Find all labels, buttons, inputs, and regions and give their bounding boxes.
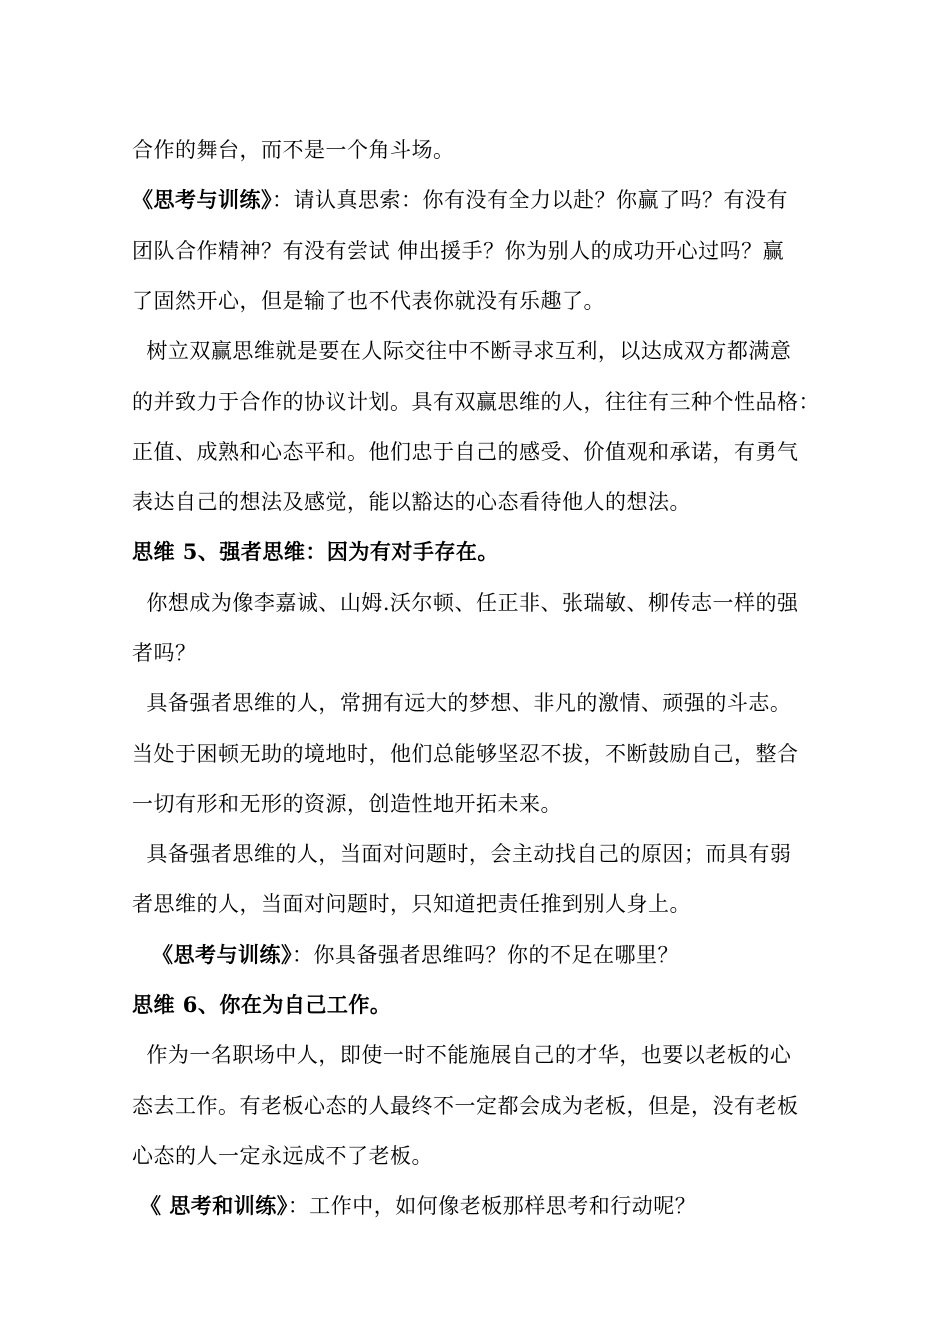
practice-label: 《思考与训练》 [152,942,292,967]
line-text: 具备强者思维的人，当面对问题时，会主动找自己的原因；而具有弱 [132,842,792,866]
paragraph-line [132,1142,852,1170]
line-text: 一切有形和无形的资源，创造性地开拓未来。 [132,792,562,816]
paragraph-line [132,740,852,768]
paragraph-line [132,790,852,818]
paragraph-line [132,287,852,315]
paragraph-line [132,589,852,617]
section-heading: 思维 6、你在为自己工作。 [132,992,392,1017]
paragraph-line [132,337,852,365]
line-text: 合作的舞台，而不是一个角斗场。 [132,138,455,162]
line-text: 团队合作精神？有没有尝试 伸出援手？你为别人的成功开心过吗？赢 [132,239,785,263]
paragraph-line [132,639,852,667]
line-text: 了固然开心，但是输了也不代表你就没有乐趣了。 [132,289,605,313]
line-text: 树立双赢思维就是要在人际交往中不断寻求互利，以达成双方都满意 [132,339,792,363]
practice-label: 《 思考和训练》 [140,1193,288,1218]
line-text: 心态的人一定永远成不了老板。 [132,1144,433,1168]
paragraph-line [132,237,852,265]
paragraph-line [132,1092,852,1120]
paragraph-line [132,840,852,868]
practice-label: 《思考与训练》 [132,187,272,212]
line-text: 当处于困顿无助的境地时，他们总能够坚忍不拔，不断鼓励自己，整合 [132,742,799,766]
line-text: 作为一名职场中人，即使一时不能施展自己的才华，也要以老板的心 [132,1043,792,1067]
paragraph-line [132,438,852,466]
paragraph-line [132,388,852,416]
line-text: ：工作中，如何像老板那样思考和行动呢？ [287,1194,697,1218]
paragraph-line [132,136,852,164]
line-text: 表达自己的想法及感觉，能以豁达的心态看待他人的想法。 [132,490,691,514]
line-text: ：请认真思索：你有没有全力以赴？你赢了吗？有没有 [272,188,788,212]
paragraph-line [132,890,852,918]
line-text: 者思维的人，当面对问题时，只知道把责任推到别人身上。 [132,892,691,916]
practice-line [140,1192,860,1220]
paragraph-line [132,488,852,516]
section-heading: 思维 5、强者思维：因为有对手存在。 [132,539,499,564]
practice-line [132,186,852,214]
paragraph-line [132,1041,852,1069]
line-text: 你想成为像李嘉诚、山姆.沃尔顿、任正非、张瑞敏、柳传志一样的强 [132,591,799,615]
paragraph-line [132,689,852,717]
line-text: 正值、成熟和心态平和。他们忠于自己的感受、价值观和承诺，有勇气 [132,440,799,464]
line-text: 具备强者思维的人，常拥有远大的梦想、非凡的激情、顽强的斗志。 [132,691,792,715]
practice-line [152,941,872,969]
line-text: 者吗？ [132,641,197,665]
line-text: 态去工作。有老板心态的人最终不一定都会成为老板，但是，没有老板 [132,1094,799,1118]
line-text: ：你具备强者思维吗？你的不足在哪里？ [292,943,679,967]
line-text: 的并致力于合作的协议计划。具有双赢思维的人，往往有三种个性品格： [132,390,820,414]
